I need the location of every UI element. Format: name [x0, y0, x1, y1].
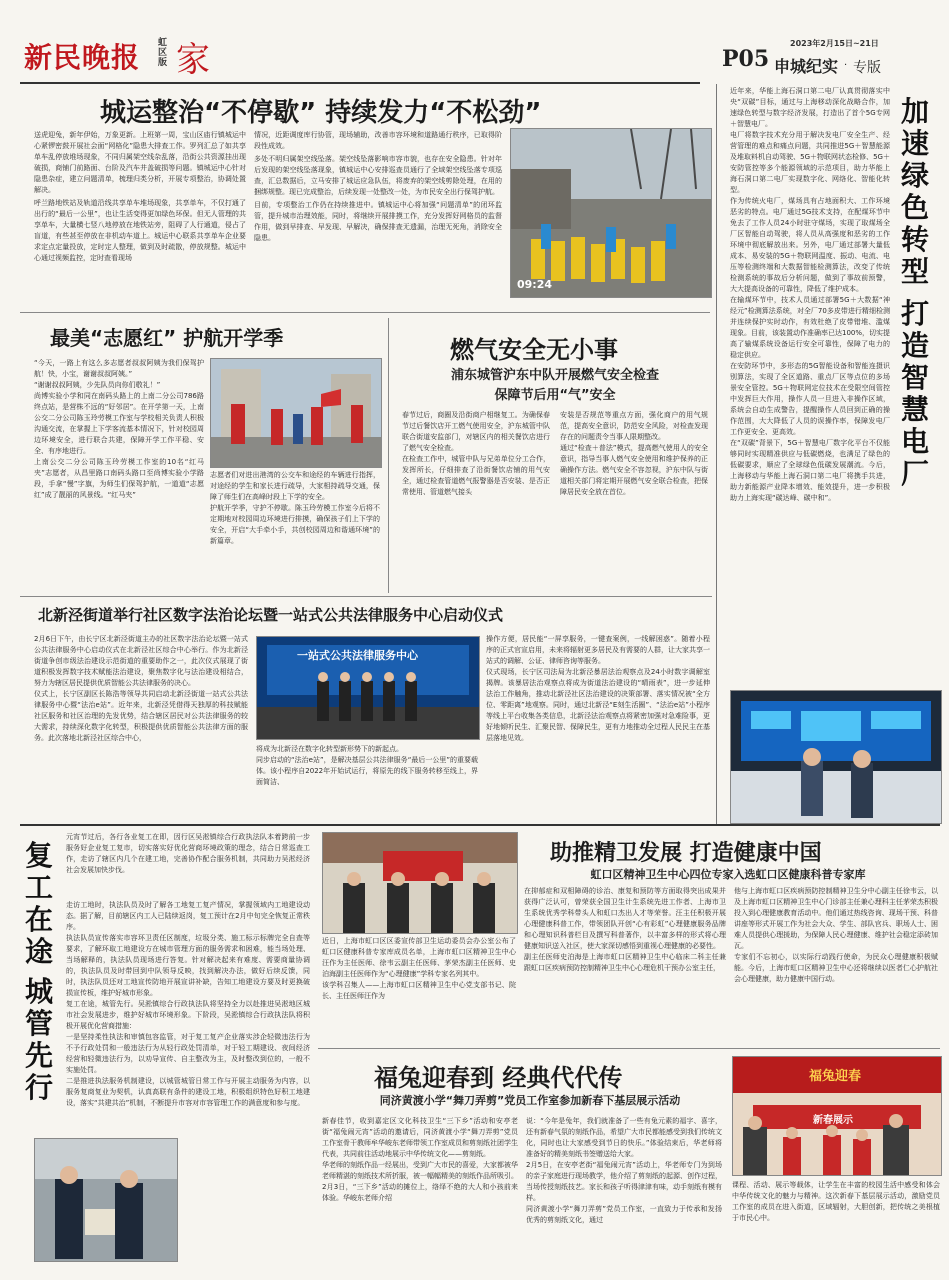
- power-headline-char: 打: [900, 297, 929, 330]
- resume-headline-char: 先: [24, 1039, 53, 1072]
- school-banner: 福兔迎春: [809, 1069, 862, 1084]
- school-headline: 福兔迎春到 经典代代传: [374, 1064, 623, 1092]
- power-headline-char: 色: [900, 191, 929, 224]
- resume-headline-char: 行: [24, 1071, 53, 1104]
- school-photo: [732, 1056, 942, 1176]
- masthead-tag: 虹区版: [158, 38, 168, 68]
- column-divider-right: [716, 84, 717, 824]
- gas-col2: 安装是否规范等重点方面，强化商户的用气规范，提高安全意识，防范安全风险，对检查发现存在的问题责令当事人限期整改。 通过“检查＋普法”模式，提高燃气使用人的安全意识，指导当事人燃气安全使用和维护保养的正确操作方法。燃气安全不容忽视，沪东中队与街道相关部门将定期开展燃气安全联合检查，把保障居民安全放在首位。: [560, 411, 708, 496]
- power-headline-char: 转: [900, 223, 929, 256]
- volunteer-photo: [210, 358, 382, 468]
- volunteer-gas-divider: [388, 318, 389, 593]
- volunteer-headline: 最美“志愿红” 护航开学季: [50, 326, 284, 350]
- resume-headline-char: 途: [24, 935, 53, 968]
- power-headline-char: 加: [900, 95, 929, 128]
- photo-timestamp: 09:24: [517, 278, 553, 291]
- masthead: [10, 20, 940, 80]
- volunteer-col1: “今天，一路上有这么多志愿者叔叔阿姨为我们保驾护航！快，小宝，谢谢叔叔阿姨。” “谢谢叔叔阿姨，少先队员向你们敬礼！” 尚博实验小学和同在南码头路上的上南二分公司786路终点站，是营株不远的“好邻居”。在开学第一天，上南公交二分公司陈玉玲劳模工作室与学校相关负责人积极沟通交流，在掌握上下学客流基本情况下，针对校园周边环境安全，进行联合共建，保障开学工作平稳、安全、有序地进行。 上南公交二分公司陈玉玲劳模工作室的10名“红马夹”志愿者，从昌里路口南码头路口至尚博实验小学路段，手拿“慢”字旗，为师生们保驾护航，一道道“志愿红”成了靓丽的风景线。“红马夹”: [34, 359, 204, 499]
- urban-headline: 城运整治“不停歇” 持续发力“不松劲”: [100, 98, 542, 128]
- resume-tail-spacer: [182, 1140, 310, 1260]
- legal-col3: 操作方便，居民能“一屏享服务，一键查案例，一线解困惑”。随着小程序的正式官宣启用，未来将辐射更多居民及有需要的人群，让大家共享一站式的调解、公证、律师咨询等服务。 仪式现场，长宁区司法局为北新泾暴居法治观察点及24小时数字调解室揭牌。该暴居法治观察点将成为街道法治建设的“晴雨表”，进一步延伸法治工作触角，推动北新泾社区法治建设的决策部署、落实情况被“全方位、零距离”地观察。同时，通过北新泾“E刻生活圈”、“法治e站”小程序等线上平台收集各类信息，北新泾法治观察点将紧密加强对急难险事，更好地倾听民生、汇聚民智、保障民生，更有力地推动全过程人民民主在基层落地见效。: [486, 635, 710, 742]
- school-banner-2: 新春展示: [813, 1115, 853, 1126]
- section-name: 申城纪实: [774, 57, 839, 76]
- school-subtitle: 同济黄渡小学“舞刀弄剪”党员工作室参加新春下基层展示活动: [379, 1094, 681, 1107]
- school-top-rule: [318, 1048, 940, 1049]
- legal-headline: 北新泾街道举行社区数字法治论坛暨一站式公共法律服务中心启动仪式: [38, 606, 504, 624]
- page-number: P05: [722, 46, 770, 72]
- urban-bottom-rule: [20, 312, 710, 313]
- health-photo: [322, 832, 518, 934]
- health-subtitle: 虹口区精神卫生中心四位专家入选虹口区健康科普专家库: [590, 868, 866, 881]
- masthead-logo: 新民晚报: [24, 41, 141, 74]
- power-photo: [730, 690, 942, 824]
- bike-parking-photo: [510, 128, 712, 298]
- urban-col2: 情况，近距调度库行协管，现场辅助，改善市容环境和道路通行秩序，已取得阶段性成效。 多处不明归属架空线坠落。架空线坠落影响市容市貌，也存在安全隐患。针对年后发现的架空线坠落现象，镇城运中心安排巡查员通行了全域架空线坠落专项巡查，汇总数据后，立马安排了城运应急队伍，将废弃的架空线剪除处理，在用的捆绑规整。现已完成整治，后续发现一处整改一处，为市民安全出行保驾护航。 目前，专项整治工作仍在持续推进中。镇城运中心将加强“问题清单”的闭环监管，提升城市治理效能，同时，将继续开展排摸工作，充分发挥好网格员的监督作用，做到早排查、早发现、早解决，确保排查无遗漏，治理无死角，消除安全隐患。: [254, 131, 502, 242]
- section-edition: 专版: [853, 60, 881, 76]
- section-edition-dot: ·: [844, 60, 848, 71]
- issue-date: 2023年2月15日~21日: [790, 39, 879, 48]
- resume-headline-char: 复: [24, 839, 53, 872]
- urban-col1: 送虎迎兔，新年伊始，万象更新。上班第一周，宝山区庙行镇城运中心紧锣密鼓开展社会面“网格化”隐患大排查工作。罗列汇总了如共享单车乱停放堆场现象，不同归属架空线杂乱落，沿街公共资源挂出现破损，商铺门前路面、台阶及汽车井盖破损等问题。镇城运中心针对隐患杂症，建立问题清单，梳理归类分析，开展专项整治，协调处置解决。 呼兰路地铁站及轨道沿线共享单车堆场现象，共享单车，不仅打通了出行的“最后一公里”，也让生活变得更加绿色环保。但无人管理的共享单车，大量横七竖八地停放在地铁站旁，阻碍了人行通道，侵占了盲道，有些甚至停放在非机动车道上。城运中心联系共享单车企业要求定点定量投放，定时定人整理，做到及时疏散，停放规整。城运中心通过视频监控，定时查看现场: [34, 131, 246, 262]
- masthead-rule: [20, 82, 700, 84]
- health-col2: 他与上海市虹口区疾病预防控制精神卫生分中心副主任徐韦云，以及上海市虹口区精神卫生中心门诊部主任兼心理科主任茅荣杰积极投入到心理健康教育活动中。他们通过热线咨询、现场干预、科普讲座等形式开展工作为社会大众、学生、部队官兵、职场人士、困难人员提供心理援助，为保障人民心理健康、维护社会稳定添砖加瓦。 专家们不忘初心，以实际行动践行使命，为民众心理健康积极赋能。今后，上海市虹口区精神卫生中心还将继续以医者仁心护航社会心理健康，助力健康中国行动。: [734, 887, 938, 983]
- legal-col2: 将成为北新泾在数字化转型新形势下的新起点。 同步启动的“法治e站”，是解决基层公共法律服务“最后一公里”的重要载体。该小程序自2022年开始试运行，将原先的线下服务转移至线上，界面简洁、: [256, 745, 478, 786]
- lower-top-rule: [20, 824, 940, 826]
- resume-headline-char: 管: [24, 1007, 53, 1040]
- gas-subtitle-1: 浦东城管沪东中队开展燃气安全检查: [450, 368, 659, 383]
- legal-banner-text: 一站式公共法律服务中心: [297, 649, 418, 662]
- health-col1: 在抑郁症和双相障碍的诊治、康复和预防等方面取得突出成果并获得广泛认可，曾荣获全国卫生计生系统先进工作者、上海市卫生系统优秀学科带头人和虹口杰出人才等荣誉。汪主任积极开展心理健康科普工作，带领团队开创“心有彩虹”心理健康服务品牌和心理知识科普栏目及撰写科普著作，以丰富多样的形式将心理健康知识送入社区，使大家深切感悟到重视心理健康的必要性。 副主任医师史泊海是上海市虹口区精神卫生中心临床二科主任兼跟虹口区疾病预防控制精神卫生中心心理危机干预办公室主任，: [524, 887, 726, 972]
- resume-text: 走访工地时，执法队员及时了解各工地复工复产情况，掌握领域内工地建设动态。据了解，目前辖区内工人已陆续返岗，复工预计在2月中旬完全恢复正常秩序。 执法队员宣传落实市容环卫责任区制度，垃圾分类、施工标示标牌完全自查等要求，了解环取工地建设方在城市管理方面的服务需求和困难，能当场处理、当场解释的，执法队员现场进行答复。针对解决起来有难度、需要商量协调的，执法队员及时带回到中队领导反映，找到解决办法，做好后续反馈，同时，执法队员还对工地宣传防地开展宣讲补缺，告知工地建设方要及时更换破损宣传板，维护好城市形象。 复工在途，城管先行。吴淞镇综合行政执法队将坚持全力以赴推进吴淞地区城市社会发展进步，维护好城市环境形象。下阶段，吴淞镇综合行政执法队将积极开展优化营商措施： 一是坚持柔性执法和审慎包容监管，对于复工复产企业落实涉企轻微违法行为不予行政处罚和一般违法行为从轻行政处罚清单，对于轻工期建设、夜间经济经营和轻微违法行为，以劝导宣传、自主整改为主，及时整改到位的，一般不实施处罚。 二是推进执法服务机制建设，以城管城管日常工作与开展主动服务为内容，以服务复商复业为契机，认真高联有条件的建设工地，积极组织特色好积工地建设，落实“共建共治”机制，不断提升市容对市容管理工作的满意度和参与度。: [66, 901, 310, 1107]
- legal-col1: 2月6日下午，由长宁区北新泾街道主办的社区数字法治论坛暨一站式公共法律服务中心启动仪式在北新泾社区综合中心举行。作为北新泾街道争创市级法治建设示范街道的重要助作之一，此次仪式展现了街道积极发挥数字技术赋能法治建设，聚焦数字化与法治建设相结合，努力为辖区居民提供优质智能公共法律服务的决心。 仪式上，长宁区副区长陈浩等领导共同启动北新泾街道一站式公共法律服务中心暨“法治e站”。近年来，北新泾凭借得天独厚的科技赋能社区服务和社区治理的先发优势，结合辖区居民对公共法律服务的较大需求，持续深化数字化转型，积极提供优质智能公共法律方面的服务。此次落地北新泾社区综合中心，: [34, 635, 248, 742]
- resume-headline-char: 城: [24, 975, 53, 1008]
- power-headline-char: 智: [900, 361, 929, 394]
- gas-subtitle-2: 保障节后用“气”安全: [494, 388, 616, 403]
- gas-headline: 燃气安全无小事: [450, 336, 618, 364]
- legal-ceremony-photo: [256, 636, 480, 740]
- gas-col1: 春节过后，商圈及沿街商户相继复工。为确保春节过后餐饮店开工燃气使用安全，沪东城管中队联合街道安监部门，对辖区内的相关餐饮店进行了燃气安全检查。 在检查工作中，城管中队与兄弟单位分工合作，发挥所长，仔细排查了沿街餐饮店铺的用气安全，通过检查管道燃气报警器是否安装、是否正常使用、管道燃气接头: [402, 411, 550, 496]
- power-headline-char: 绿: [900, 159, 929, 192]
- health-headline: 助推精卫发展 打造健康中国: [550, 841, 822, 866]
- school-col3: 课程、活动、展示等载体，让学生在丰富的校园生活中感受和体会中华传统文化的魅力与精神。这次新春下基层展示活动，激励党员工作室的成员在进入街道，区域辐射，大胆创新，把传统之美根植于市民心中。: [732, 1181, 940, 1222]
- legal-top-rule: [20, 596, 712, 597]
- resume-lead: 元宵节过后，各行各业复工在即，因行区吴淞镇综合行政执法队本着跨前一步服务好企业复工复市，切实落实好优化营商环境政策的理念，结合日常巡查工作，走访了辖区内几个在建工地，完善协作配合服务机制，共同助力吴淞经济社会发展加快步伐。: [66, 833, 310, 874]
- resume-headline-char: 在: [24, 903, 53, 936]
- power-text: 近年来，华能上海石洞口第二电厂认真贯彻落实中央“双碳”目标，通过与上海移动深化战略合作，加速绿色转型与数字经济发展，打造出了首个5G专网＋智慧电厂。 电厂将数字技术充分用于解决发电厂安全生产、经营管理的难点和痛点问题，共同推进5G＋智慧能源及堆取料机自动驾驶、5G＋物联网状态检修、5G＋安防管控等多个能源领域的示范项目，助力华能上海石洞口第二电厂实现数字化、网络化、智能化转型。 作为传统火电厂，煤场具有占地面积大、工作环境恶劣的特点。电厂通过5G技术支持，在配煤环节中免去了工作人员24小时驻守煤场，实现了取煤场全厂区智能自动驾驶，将人员从高强度和恶劣的工作环境中彻底解放出来。另外，电厂通过部署大量低成本、易安装的5G＋物联网温度、振动、电流、电压等检测终端和大数据智能检测算法，改变了传统检测系统的事故后分析问题，做到了事故前预警，大大提高设备的可靠性，降低了维护成本。 在输煤环节中，技术人员通过部署5G＋大数据“神经元”检测算法系统，对全厂70多皮带进行精细检测并连续保护实时动作，有效杜绝了皮带错堆、滥煤现象。目前，该装置动作准确率已达100%，切实提高了输煤系统设备运行安全可靠性，保障了电力的稳定供应。 在安防环节中，多形态的5G智能设备和智能连摄识别算法，实现了全区道路、重点厂区等点位的多场景安全管控。5G＋物联网定位技术在受限空间管控中发挥巨大作用，操作人员一旦进入非操作区域，系统会自动生成警告，提醒操作人员回到正确的操作范围，大大降低了人员的误操作率，保障发电厂工作更安全、更高效。 在“双碳”背景下，5G＋智慧电厂数字化平台不仅能够同时实现精准供应与低碳燃烧，也满足了绿色的低碳要求，顺应了全球绿色低碳发展潮流。今后，上海移动与华能上海石洞口第二电厂将携手共进，助力新能源产业降本增效、能效提升，进一步积极助力上海实现“碳达峰、碳中和”。: [730, 87, 890, 502]
- school-col1: 新春佳节，收到嘉定区文化科技卫生“三下乡”活动和安亭老街“福兔闹元宵”活动的邀请后，同济黄渡小学“舞刀弄剪”党员工作室骨干教师牟华峻东老师带领工作室成员和剪刻纸社团学生代表，共同前往活动地展示中华传统文化——剪刻纸。 华老师的刻纸作品一经展出，受到广大市民的喜爱，大家都被华老师精湛的刻纸技术所折服，被一幅幅精美的刻纸作品所吸引。 2月3日，“三下乡”活动的摊位上，络绎不绝的大人和小孩前来体验。华峻东老师介绍: [322, 1117, 518, 1202]
- school-col2: 说：“今年是兔年，我们就准备了一些有兔元素的福字、喜字，还有新春气氛的刻纸作品，希望广大市民都能感受到我们传统文化，同时也让大家感受到节日的快乐。”体验结束后，华老师将准备好的精美刻纸书签赠送给大家。 2月5日，在安亭老街“福兔闹元宵”活动上，华老师专门为到场的亲子家庭进行现场教学，他介绍了剪刻纸的起源、创作过程，当场传授刻纸技艺。家长和孩子听得津津有味，动手刻纸有模有样。 同济黄渡小学“舞刀弄剪”党员工作室，一直致力于传承和发扬优秀的剪刻纸文化，通过: [526, 1117, 722, 1224]
- resume-photo: [34, 1138, 178, 1262]
- power-headline-char: 造: [900, 329, 929, 362]
- power-headline-char: 型: [900, 255, 929, 288]
- power-headline-char: 速: [900, 127, 929, 160]
- power-headline-char: 慧: [900, 393, 929, 426]
- power-headline-char: 厂: [900, 457, 929, 490]
- resume-headline-char: 工: [24, 871, 53, 904]
- masthead-ornament: 家: [176, 40, 210, 80]
- health-col0: 近日，上海市虹口区区委宣传部卫生运动委员会办公室公布了虹口区健康科普专家库成员名单，上海市虹口区精神卫生中心汪作为主任医师、徐韦云副主任医师、茅荣杰副主任医师、史泊海副主任医师作为“心理健康”学科专家名列其中。 该学科召集人——上海市虹口区精神卫生中心党支部书记、院长、主任医师汪作为: [322, 937, 516, 1000]
- power-headline: [898, 96, 932, 490]
- resume-headline: [22, 840, 56, 1104]
- power-headline-char: 电: [900, 425, 929, 458]
- volunteer-col2: 志愿者们对进出港湾的公交车和途经的车辆进行指挥，对途经的学生和家长进行疏导，大家相持疏导交通，保障了师生们在高峰时段上下学的安全。 护航开学季，守护不停歇。陈玉玲劳模工作室今后将不定期地对校园周边环境进行排摸，确保孩子们上下学的安全，开启“大手牵小手，共创校园周边和谐通环境”的新篇章。: [210, 471, 380, 545]
